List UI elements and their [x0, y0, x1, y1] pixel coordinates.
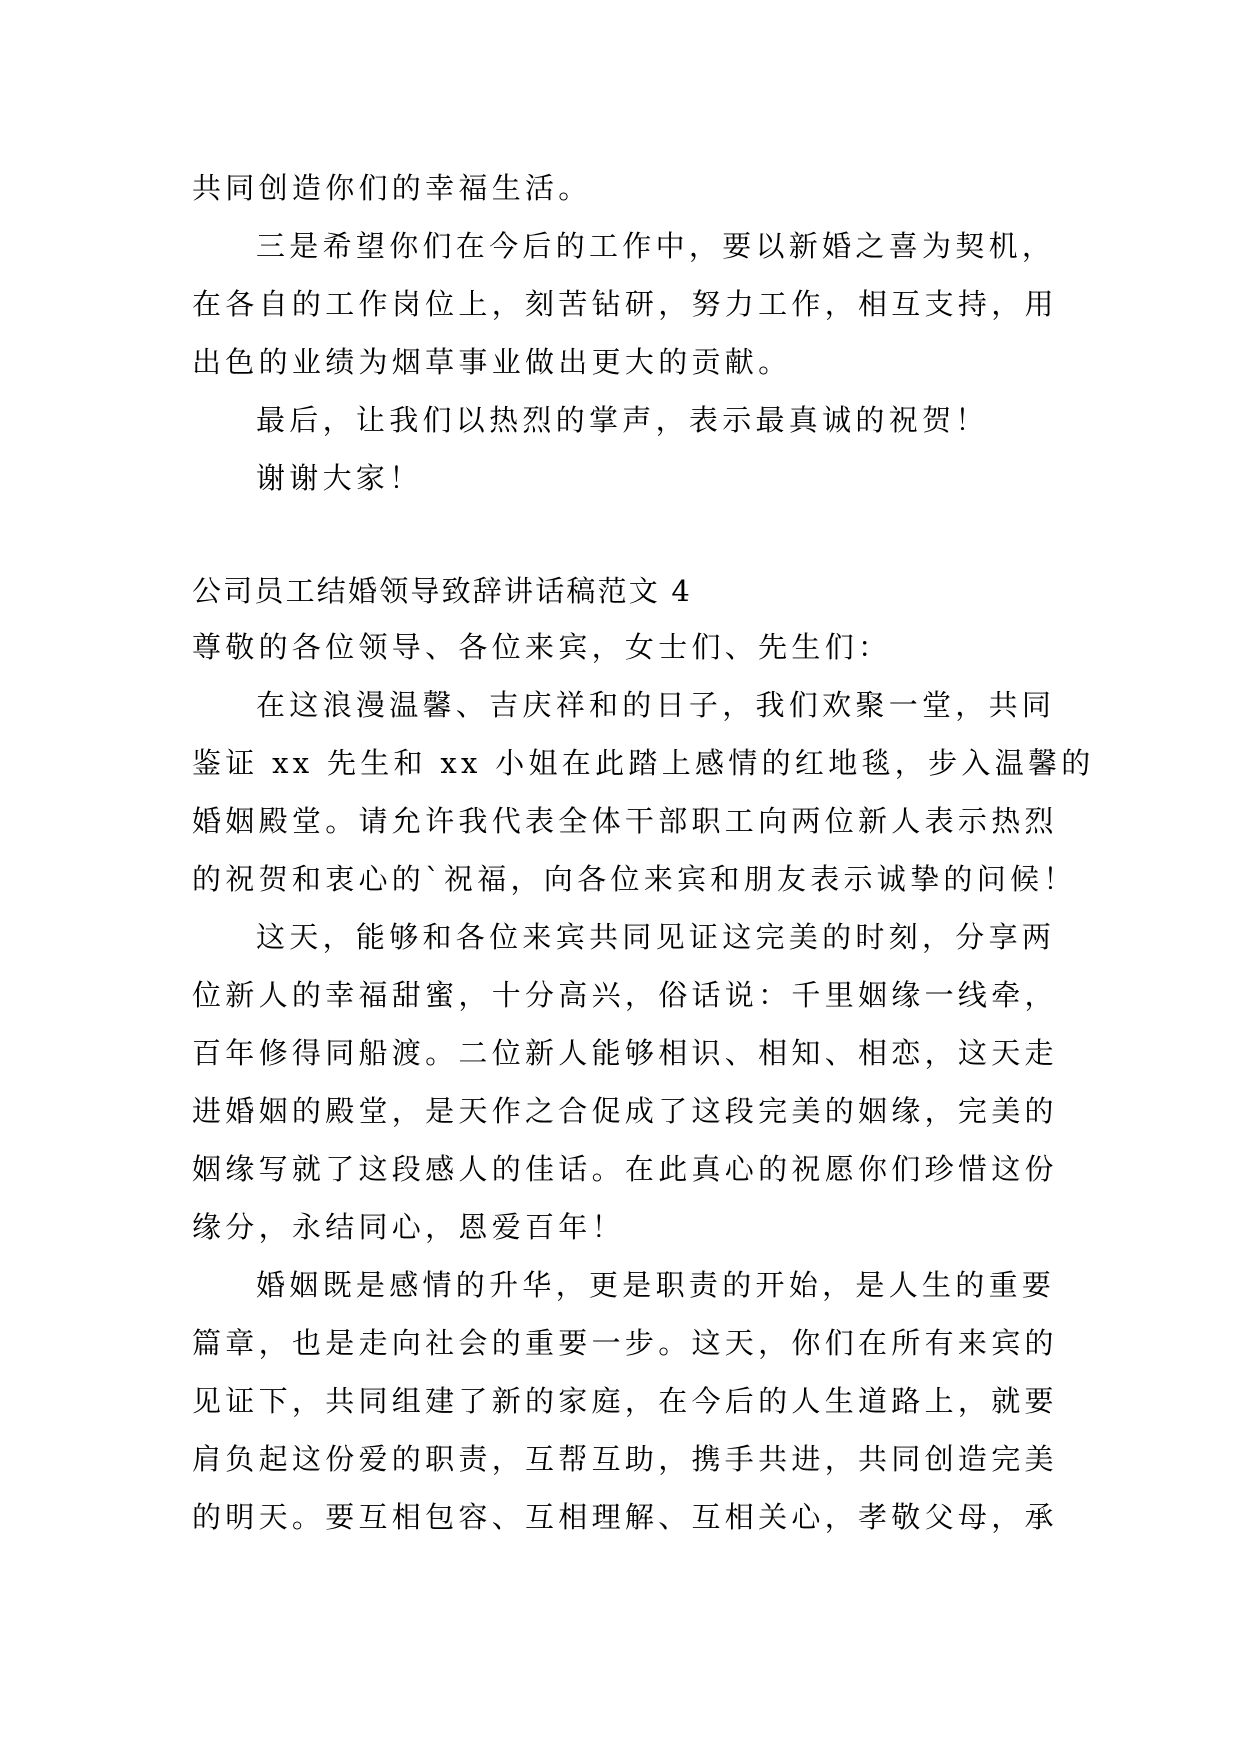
closing-remark: 最后，让我们以热烈的掌声，表示最真诚的祝贺！ [256, 403, 989, 437]
text-line: 肩负起这份爱的职责，互帮互助，携手共进，共同创造完美 [192, 1442, 1058, 1476]
text-line: 缘分，永结同心，恩爱百年！ [192, 1210, 625, 1244]
text-line: 的明天。要互相包容、互相理解、互相关心，孝敬父母，承 [192, 1500, 1058, 1534]
paragraph-first-line: 三是希望你们在今后的工作中，要以新婚之喜为契机， [256, 229, 1056, 263]
text-line: 鉴证 xx 先生和 xx 小姐在此踏上感情的红地毯，步入温馨的 [192, 746, 1095, 780]
text-line: 共同创造你们的幸福生活。 [192, 171, 592, 205]
text-line: 的祝贺和衷心的`祝福，向各位来宾和朋友表示诚挚的问候！ [192, 862, 1077, 896]
salutation: 尊敬的各位领导、各位来宾，女士们、先生们： [192, 630, 892, 664]
text-line: 婚姻殿堂。请允许我代表全体干部职工向两位新人表示热烈 [192, 804, 1058, 838]
text-line: 百年修得同船渡。二位新人能够相识、相知、相恋，这天走 [192, 1036, 1058, 1070]
paragraph-first-line: 在这浪漫温馨、吉庆祥和的日子，我们欢聚一堂，共同 [256, 688, 1056, 722]
text-line: 进婚姻的殿堂，是天作之合促成了这段完美的姻缘，完美的 [192, 1094, 1058, 1128]
text-line: 见证下，共同组建了新的家庭，在今后的人生道路上，就要 [192, 1384, 1058, 1418]
thanks-line: 谢谢大家！ [256, 461, 423, 495]
text-line: 出色的业绩为烟草事业做出更大的贡献。 [192, 345, 792, 379]
paragraph-first-line: 这天，能够和各位来宾共同见证这完美的时刻，分享两 [256, 920, 1056, 954]
text-line: 姻缘写就了这段感人的佳话。在此真心的祝愿你们珍惜这份 [192, 1152, 1058, 1186]
paragraph-first-line: 婚姻既是感情的升华，更是职责的开始，是人生的重要 [256, 1268, 1056, 1302]
section-heading: 公司员工结婚领导致辞讲话稿范文 4 [192, 574, 693, 608]
text-line: 在各自的工作岗位上，刻苦钻研，努力工作，相互支持，用 [192, 287, 1058, 321]
text-line: 篇章，也是走向社会的重要一步。这天，你们在所有来宾的 [192, 1326, 1058, 1360]
text-line: 位新人的幸福甜蜜，十分高兴，俗话说：千里姻缘一线牵， [192, 978, 1058, 1012]
